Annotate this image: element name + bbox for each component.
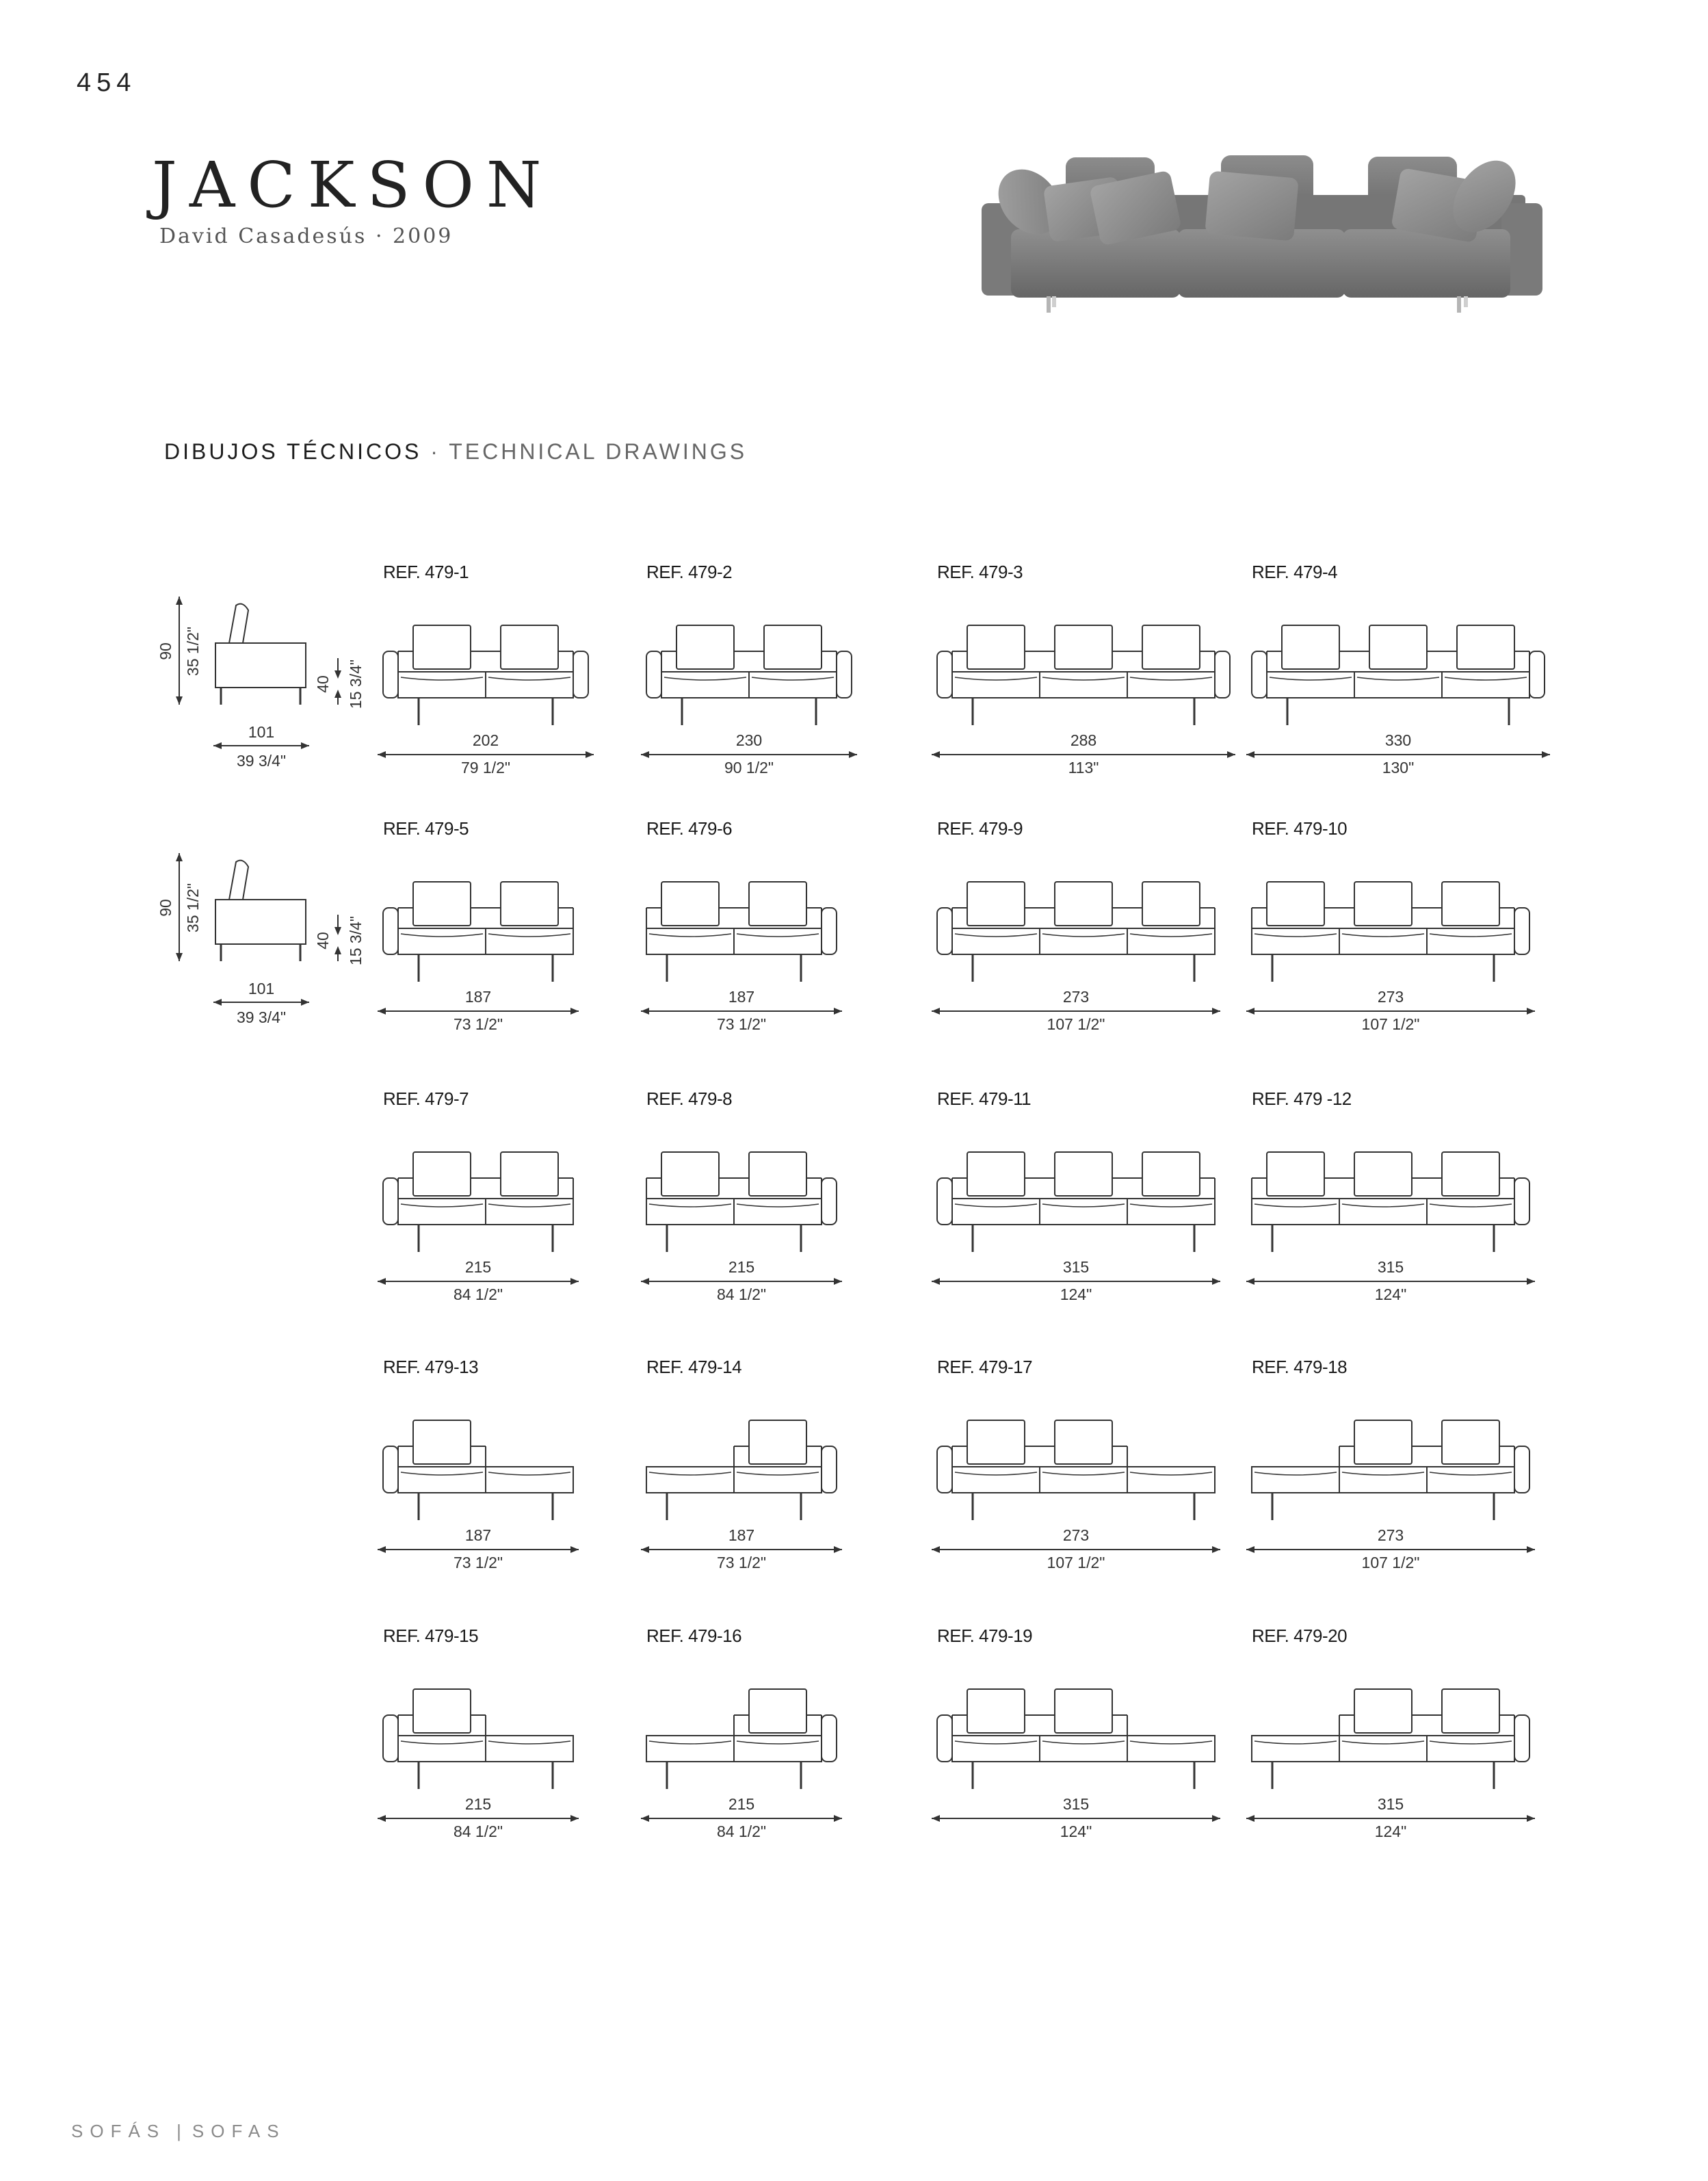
sofa-seat-block [952,1199,1215,1225]
footer [71,2121,286,2142]
side-depth-in: 39 3/4" [236,752,287,770]
drawing-12 [1246,1088,1535,1303]
right-arm [1514,1178,1529,1225]
sofa-seat-block [398,1736,573,1762]
side-depth-line-arrow-start [213,999,222,1006]
drawing-width-cm: 330 [1384,731,1412,749]
back-cushion [967,1420,1025,1464]
drawing-width-cm: 215 [464,1258,492,1276]
right-arm [822,1715,837,1762]
drawing-ref-label: REF. 479-17 [937,1357,1033,1377]
drawing-width-cm: 187 [464,988,492,1006]
drawing-11 [932,1088,1220,1303]
side-height-in: 35 1/2" [184,883,202,933]
drawing-width-in: 84 1/2" [716,1285,767,1303]
left-arm [937,651,952,698]
drawing-ref-label: REF. 479-13 [383,1357,479,1377]
back-cushion [1369,625,1427,669]
drawing-width-in: 124" [1374,1823,1407,1840]
side-back-cushion [229,604,248,643]
drawing-width-in: 84 1/2" [453,1285,503,1303]
drawing-ref-label: REF. 479-1 [383,562,469,582]
section-heading-secondary: TECHNICAL DRAWINGS [449,439,748,464]
drawing-ref-label: REF. 479-11 [937,1088,1032,1109]
side-view-2 [157,853,365,1026]
drawing-dimension-line-arrow-start [378,751,386,758]
sofa-seat-block [398,1467,573,1493]
seat-curve [1130,934,1212,937]
drawing-ref-label: REF. 479-18 [1252,1357,1348,1377]
seat-curve [1342,1204,1424,1207]
drawing-width-cm: 315 [1377,1795,1404,1813]
seat-curve [737,934,819,937]
designer-credit: David Casadesús · 2009 [159,224,454,248]
seat-curve [649,1204,731,1207]
drawing-ref-label: REF. 479-2 [646,562,733,582]
drawing-width-cm: 315 [1062,1795,1090,1813]
seat-curve [1254,1472,1337,1475]
drawing-ref-label: REF. 479-16 [646,1625,742,1646]
drawing-dimension-line-arrow-end [1212,1278,1220,1285]
drawing-ref-label: REF. 479-6 [646,818,733,839]
drawing-dimension-line-arrow-start [932,1546,940,1553]
left-arm [383,651,398,698]
drawing-ref-label: REF. 479-5 [383,818,469,839]
side-seat-cm: 40 [314,675,332,693]
seat-curve [1042,1204,1125,1207]
drawing-20 [1246,1625,1535,1840]
back-cushion [1457,625,1514,669]
drawing-dimension-line-arrow-start [378,1546,386,1553]
seat-curve [1042,1472,1125,1475]
drawing-dimension-line-arrow-end [1212,1815,1220,1822]
sofa-seat-block [646,1736,822,1762]
right-arm [822,1178,837,1225]
sofa-seat-block [398,1199,573,1225]
left-arm [937,1178,952,1225]
seat-curve [1342,1741,1424,1744]
seat-curve [1430,934,1512,937]
seat-curve [955,1741,1037,1744]
drawing-dimension-line-arrow-end [1212,1546,1220,1553]
seat-curve [649,1472,731,1475]
side-height-cm: 90 [157,899,174,917]
seat-curve [955,1472,1037,1475]
drawing-width-cm: 273 [1062,988,1090,1006]
seat-curve [488,1741,570,1744]
drawing-dimension-line-arrow-start [932,1008,940,1015]
back-cushion [967,1152,1025,1196]
drawing-6 [641,818,842,1033]
back-cushion [967,882,1025,926]
drawing-dimension-line-arrow-start [1246,1008,1254,1015]
drawing-dimension-line-arrow-end [570,1278,579,1285]
side-seat-arrow [334,927,341,935]
back-cushion [749,1689,806,1733]
back-cushion [1142,625,1200,669]
side-seat-arrow [334,946,341,954]
drawing-7 [932,818,1220,1033]
back-cushion [501,625,558,669]
drawing-ref-label: REF. 479 -12 [1252,1088,1352,1109]
hero-sofa-photo [978,154,1546,328]
seat-curve [1342,934,1424,937]
seat-curve [1254,934,1337,937]
back-cushion [1282,625,1339,669]
side-height-line-arrow-start [176,597,183,605]
back-cushion [1354,1689,1412,1733]
side-seat-in: 15 3/4" [347,915,365,966]
drawing-1 [378,562,594,776]
back-cushion [1055,625,1112,669]
drawing-width-cm: 187 [464,1526,492,1544]
back-cushion [1442,1689,1499,1733]
seat-curve [488,1472,570,1475]
drawing-width-in: 84 1/2" [716,1823,767,1840]
seat-curve [1042,677,1125,680]
drawing-dimension-line-arrow-end [586,751,594,758]
side-height-cm: 90 [157,642,174,660]
sofa-seat-block [646,928,822,954]
seat-curve [401,1741,483,1744]
drawing-dimension-line-arrow-end [570,1815,579,1822]
left-arm [383,1446,398,1493]
back-cushion [413,882,471,926]
seat-curve [752,677,834,680]
drawing-width-cm: 315 [1062,1258,1090,1276]
footer-left-label: SOFÁS [71,2121,166,2141]
drawing-width-in: 84 1/2" [453,1823,503,1840]
drawing-width-cm: 187 [728,1526,755,1544]
seat-curve [1130,1741,1212,1744]
drawing-dimension-line-arrow-end [834,1546,842,1553]
back-cushion [764,625,822,669]
sofa-seat-block [1252,1467,1514,1493]
seat-curve [488,934,570,937]
right-arm [1215,651,1230,698]
seat-curve [649,1741,731,1744]
left-arm [383,1715,398,1762]
left-arm [383,1178,398,1225]
back-cushion [967,1689,1025,1733]
seat-curve [1445,677,1527,680]
drawing-width-cm: 273 [1377,988,1404,1006]
drawing-width-cm: 215 [464,1795,492,1813]
side-height-line-arrow-end [176,953,183,961]
seat-curve [737,1472,819,1475]
drawing-14 [641,1357,842,1571]
drawing-2 [641,562,857,776]
drawing-width-in: 107 1/2" [1361,1554,1420,1571]
sofa-seat-block [398,928,573,954]
drawing-ref-label: REF. 479-20 [1252,1625,1348,1646]
sofa-seat-block [952,672,1215,698]
side-seat-arrow [334,670,341,679]
drawing-dimension-line-arrow-start [1246,1546,1254,1553]
drawing-ref-label: REF. 479-4 [1252,562,1338,582]
drawing-width-cm: 273 [1377,1526,1404,1544]
back-cushion [1267,1152,1324,1196]
back-cushion [1055,1689,1112,1733]
drawing-width-in: 90 1/2" [724,759,774,776]
drawing-width-in: 107 1/2" [1047,1554,1105,1571]
back-cushion [1442,882,1499,926]
back-cushion [501,1152,558,1196]
seat-curve [737,1204,819,1207]
left-arm [937,1715,952,1762]
seat-curve [955,934,1037,937]
side-height-line-arrow-end [176,696,183,705]
drawing-width-in: 124" [1060,1285,1092,1303]
drawing-dimension-line-arrow-end [1527,1278,1535,1285]
left-arm [1252,651,1267,698]
section-heading [164,439,747,465]
drawing-16 [1246,1357,1535,1571]
sofa-seat-block [661,672,837,698]
drawing-dimension-line-arrow-start [1246,751,1254,758]
left-arm [937,1446,952,1493]
right-arm [822,908,837,954]
drawing-3 [932,562,1235,776]
drawing-ref-label: REF. 479-15 [383,1625,479,1646]
product-title: JACKSON [152,148,554,222]
drawing-dimension-line-arrow-start [641,1278,649,1285]
drawing-width-in: 124" [1060,1823,1092,1840]
side-height-line-arrow-start [176,853,183,861]
drawing-width-cm: 215 [728,1795,755,1813]
seat-curve [1270,677,1352,680]
drawing-19 [932,1625,1220,1840]
seat-curve [488,1204,570,1207]
back-cushion [1442,1152,1499,1196]
drawing-ref-label: REF. 479-14 [646,1357,742,1377]
seat-curve [1130,677,1212,680]
drawing-dimension-line-arrow-start [378,1278,386,1285]
drawing-ref-label: REF. 479-3 [937,562,1023,582]
drawing-9 [378,1088,579,1303]
drawing-dimension-line-arrow-start [641,1008,649,1015]
back-cushion [1055,1420,1112,1464]
drawing-width-cm: 215 [728,1258,755,1276]
back-cushion [501,882,558,926]
drawing-width-cm: 187 [728,988,755,1006]
side-height-in: 35 1/2" [184,626,202,677]
drawing-dimension-line-arrow-start [378,1008,386,1015]
side-depth-line-arrow-end [301,742,309,749]
drawing-width-cm: 288 [1070,731,1097,749]
seat-curve [1254,1741,1337,1744]
drawing-dimension-line-arrow-start [641,1546,649,1553]
back-cushion [1055,882,1112,926]
sofa-seat-block [1252,1199,1514,1225]
back-cushion [1354,882,1412,926]
side-depth-cm: 101 [248,980,275,997]
sofa-seat-block [646,1199,822,1225]
drawing-ref-label: REF. 479-9 [937,818,1023,839]
seat-curve [488,677,570,680]
right-arm [573,651,588,698]
drawing-dimension-line-arrow-end [834,1278,842,1285]
right-arm [822,1446,837,1493]
drawing-8 [1246,818,1535,1033]
left-arm [646,651,661,698]
drawing-dimension-line-arrow-end [834,1815,842,1822]
footer-separator: | [176,2121,181,2141]
drawing-dimension-line-arrow-end [570,1546,579,1553]
drawing-width-in: 107 1/2" [1361,1015,1420,1033]
drawing-width-in: 124" [1374,1285,1407,1303]
section-heading-primary: DIBUJOS TÉCNICOS [164,439,422,464]
drawing-dimension-line-arrow-end [1212,1008,1220,1015]
back-cushion [413,1420,471,1464]
side-seat-in: 15 3/4" [347,659,365,709]
sofa-seat-block [1267,672,1529,698]
side-depth-in: 39 3/4" [236,1008,287,1026]
page-number: 454 [77,68,137,97]
drawing-width-cm: 273 [1062,1526,1090,1544]
side-back-cushion [229,861,248,900]
sofa-seat-block [952,928,1215,954]
seat-curve [955,677,1037,680]
back-cushion [1142,882,1200,926]
drawing-ref-label: REF. 479-8 [646,1088,733,1109]
side-depth-line-arrow-end [301,999,309,1006]
drawing-13 [378,1357,579,1571]
drawing-dimension-line-arrow-start [1246,1278,1254,1285]
drawing-dimension-line-arrow-start [932,1815,940,1822]
back-cushion [1442,1420,1499,1464]
seat-curve [1430,1741,1512,1744]
drawing-10 [641,1088,842,1303]
drawing-dimension-line-arrow-end [1527,1815,1535,1822]
right-arm [1529,651,1545,698]
side-view-1 [157,597,365,770]
back-cushion [413,1689,471,1733]
seat-curve [401,1472,483,1475]
seat-curve [401,677,483,680]
seat-curve [1430,1204,1512,1207]
sofa-seat-block [952,1736,1215,1762]
side-depth-cm: 101 [248,723,275,741]
sofa-seat-block [646,1467,822,1493]
back-cushion [661,1152,719,1196]
seat-curve [1130,1472,1212,1475]
sofa-seat-block [398,672,573,698]
drawing-dimension-line-arrow-end [849,751,857,758]
drawing-5 [378,818,579,1033]
drawing-width-cm: 230 [735,731,763,749]
seat-curve [1342,1472,1424,1475]
back-cushion [1267,882,1324,926]
back-cushion [749,1152,806,1196]
drawing-dimension-line-arrow-end [570,1008,579,1015]
drawing-dimension-line-arrow-end [1527,1008,1535,1015]
seat-curve [955,1204,1037,1207]
seat-curve [401,1204,483,1207]
side-body [215,643,306,688]
side-depth-line-arrow-start [213,742,222,749]
footer-right-label: SOFAS [192,2121,286,2141]
sofa-seat-block [1252,928,1514,954]
seat-curve [1357,677,1439,680]
back-cushion [749,1420,806,1464]
drawing-dimension-line-arrow-end [1527,1546,1535,1553]
back-cushion [661,882,719,926]
drawing-dimension-line-arrow-start [641,751,649,758]
back-cushion [1354,1420,1412,1464]
seat-curve [737,1741,819,1744]
side-seat-cm: 40 [314,932,332,950]
back-cushion [1354,1152,1412,1196]
back-cushion [1055,1152,1112,1196]
left-arm [383,908,398,954]
drawing-18 [641,1625,842,1840]
drawing-17 [378,1625,579,1840]
seat-curve [1042,1741,1125,1744]
sofa-seat-block [952,1467,1215,1493]
drawing-width-in: 73 1/2" [716,1015,767,1033]
back-cushion [413,625,471,669]
seat-curve [1430,1472,1512,1475]
back-cushion [413,1152,471,1196]
seat-curve [1254,1204,1337,1207]
side-seat-arrow [334,690,341,698]
drawing-width-in: 79 1/2" [460,759,511,776]
sofa-seat-block [1252,1736,1514,1762]
drawing-width-in: 73 1/2" [453,1554,503,1571]
seat-curve [664,677,746,680]
right-arm [837,651,852,698]
seat-curve [649,934,731,937]
drawing-ref-label: REF. 479-10 [1252,818,1348,839]
right-arm [1514,908,1529,954]
drawing-4 [1246,562,1550,776]
right-arm [1514,1715,1529,1762]
drawing-15 [932,1357,1220,1571]
drawing-dimension-line-arrow-start [932,1278,940,1285]
seat-curve [1130,1204,1212,1207]
drawing-width-in: 73 1/2" [453,1015,503,1033]
drawing-dimension-line-arrow-start [641,1815,649,1822]
left-arm [937,908,952,954]
back-cushion [967,625,1025,669]
seat-curve [401,934,483,937]
drawing-dimension-line-arrow-start [932,751,940,758]
drawing-width-in: 73 1/2" [716,1554,767,1571]
drawing-dimension-line-arrow-start [378,1815,386,1822]
drawing-dimension-line-arrow-start [1246,1815,1254,1822]
seat-curve [1042,934,1125,937]
drawing-dimension-line-arrow-end [834,1008,842,1015]
drawing-width-in: 130" [1382,759,1415,776]
drawing-ref-label: REF. 479-19 [937,1625,1033,1646]
side-body [215,900,306,944]
back-cushion [749,882,806,926]
drawing-width-cm: 315 [1377,1258,1404,1276]
drawing-dimension-line-arrow-end [1227,751,1235,758]
right-arm [1514,1446,1529,1493]
drawing-ref-label: REF. 479-7 [383,1088,469,1109]
drawing-width-in: 113" [1068,759,1099,776]
drawing-dimension-line-arrow-end [1542,751,1550,758]
section-heading-separator: · [421,439,449,464]
drawing-width-in: 107 1/2" [1047,1015,1105,1033]
back-cushion [676,625,734,669]
back-cushion [1142,1152,1200,1196]
drawing-width-cm: 202 [472,731,499,749]
